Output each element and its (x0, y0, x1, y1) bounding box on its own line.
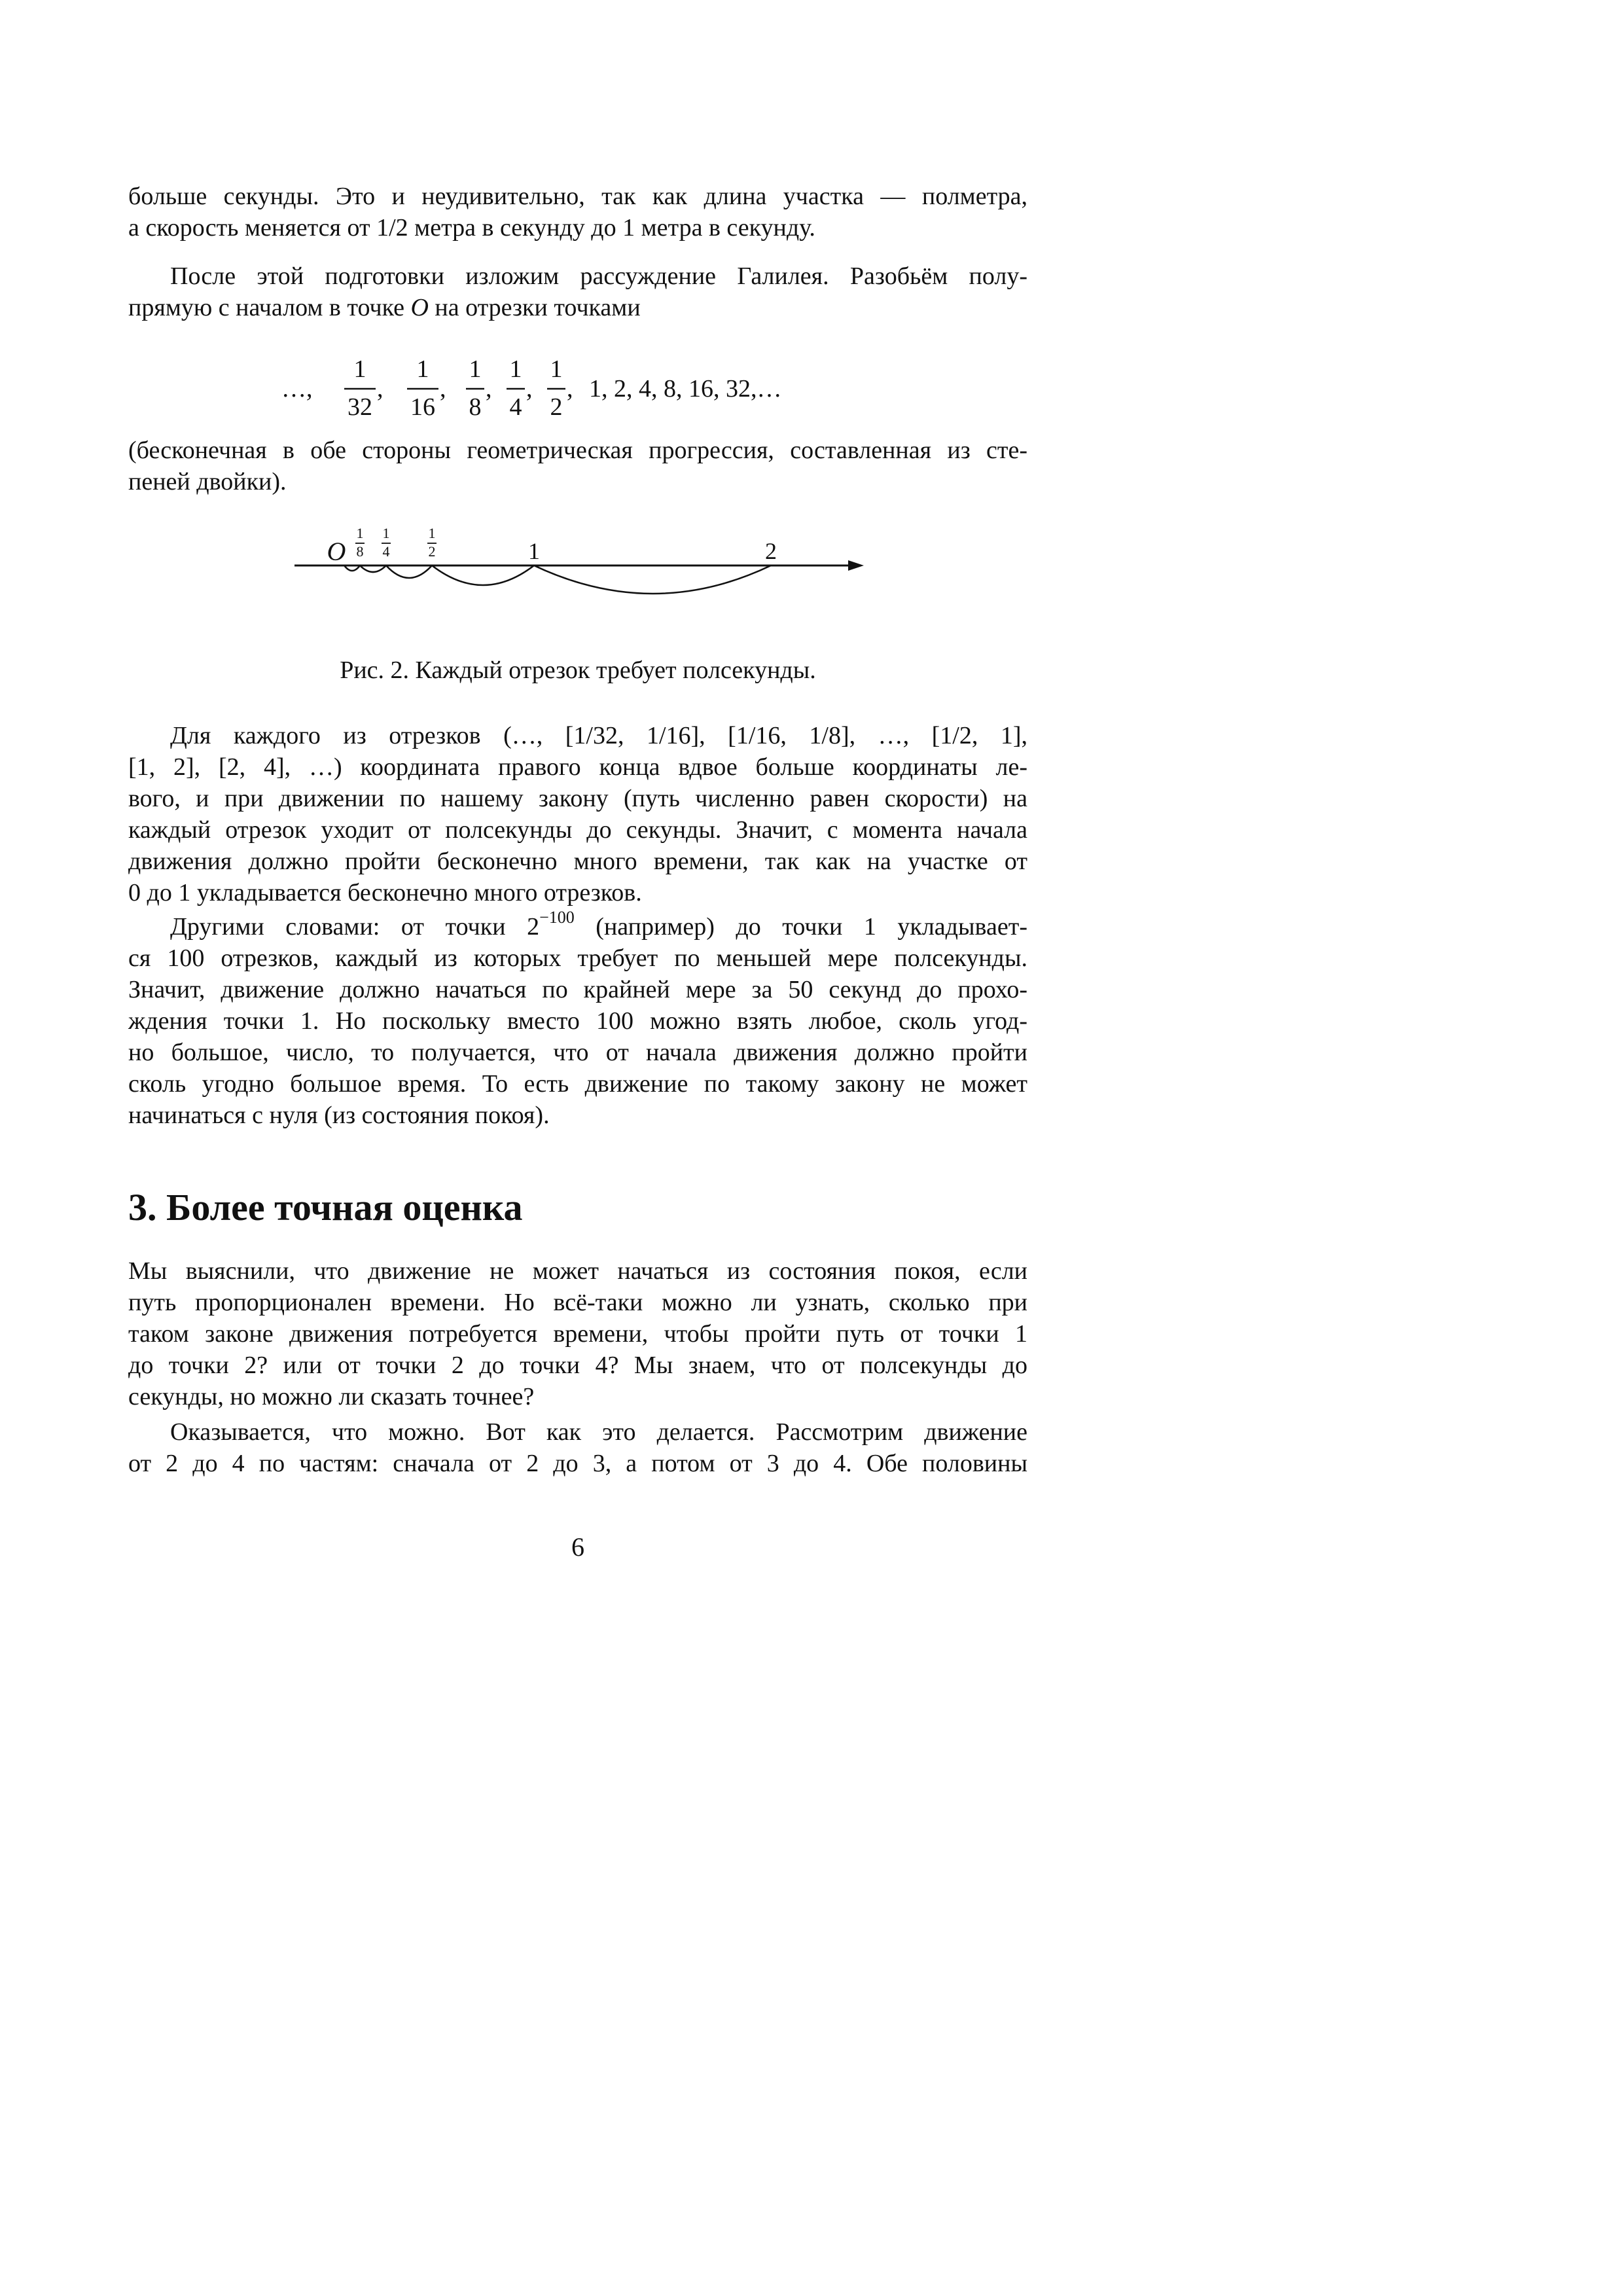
formula-fraction-numerator: 1 (416, 355, 429, 383)
exponent: −100 (539, 908, 575, 927)
section-heading: 3. Более точная оценка (128, 1186, 523, 1229)
formula-fraction-denominator: 2 (550, 393, 563, 421)
tick-label-numerator: 1 (382, 525, 390, 541)
formula-fraction-denominator: 4 (509, 393, 522, 421)
text-line: а скорость меняется от 1/2 метра в секунду до 1 метра в секунду. (128, 214, 815, 242)
text-line: (бесконечная в обе стороны геометрическая прогрессия, составленная из сте- (128, 437, 1027, 464)
segment-arc (432, 565, 534, 585)
tick-label-numerator: 1 (356, 525, 364, 541)
formula-comma: , (440, 375, 446, 403)
text-line: Для каждого из отрезков (…, [1/32, 1/16], [1/16, 1/8], …, [1/2, 1], (170, 722, 1027, 749)
paragraph-continuation (128, 181, 1027, 243)
formula-fraction-numerator: 1 (469, 355, 482, 383)
tick-label-denominator: 8 (356, 543, 364, 560)
paragraph-segments (128, 720, 1027, 908)
text-line: путь пропорционален времени. Но всё-таки можно ли узнать, сколько при (128, 1289, 1027, 1316)
text-fragment: Другими словами: от точки 2 (170, 913, 540, 941)
text-line: Значит, движение должно начаться по крайней мере за 50 секунд до прохо- (128, 976, 1027, 1003)
text-line: Мы выяснили, что движение не может начаться из состояния покоя, если (128, 1257, 1027, 1285)
paragraph-other-words (128, 908, 1027, 1131)
paragraph-section-intro (128, 1255, 1027, 1412)
progression-formula (281, 352, 897, 424)
formula-fraction-denominator: 8 (469, 393, 482, 421)
text-line: ждения точки 1. Но поскольку вместо 100 можно взять любое, сколь угод- (128, 1007, 1027, 1035)
text-line: пеней двойки). (128, 468, 287, 495)
formula-comma: , (486, 375, 492, 403)
text-line: секунды, но можно ли сказать точнее? (128, 1383, 535, 1410)
formula-integers: 1, 2, 4, 8, 16, 32,… (589, 375, 782, 403)
text-fragment: (например) до точки 1 укладывает- (574, 913, 1027, 941)
formula-fraction-numerator: 1 (550, 355, 563, 383)
text-line: движения должно пройти бесконечно много времени, так как на участке от (128, 848, 1027, 875)
paragraph-section-method (128, 1416, 1027, 1479)
text-line: но большое, число, то получается, что от начала движения должно пройти (128, 1039, 1027, 1066)
formula-comma: , (567, 375, 573, 403)
text-line: от 2 до 4 по частям: сначала от 2 до 3, а потом от 3 до 4. Обе половины (128, 1450, 1027, 1477)
formula-comma: , (377, 375, 383, 403)
text-line: таком законе движения потребуется времени, чтобы пройти путь от точки 1 (128, 1320, 1027, 1348)
point-o-symbol: O (410, 294, 429, 321)
text-line: 0 до 1 укладывается бесконечно много отрезков. (128, 879, 642, 906)
text-fragment: на отрезки точками (428, 294, 641, 321)
text-line: ся 100 отрезков, каждый из которых требует по меньшей мере полсекунды. (128, 944, 1027, 972)
segment-arc (386, 565, 432, 578)
figure-number-line (288, 524, 870, 596)
text-line: больше секунды. Это и неудивительно, так как длина участка — полметра, (128, 183, 1027, 210)
tick-label-denominator: 4 (382, 543, 390, 560)
text-line (128, 908, 1027, 942)
figure-caption: Рис. 2. Каждый отрезок требует полсекунды. (340, 656, 816, 684)
origin-label: O (327, 537, 346, 566)
tick-label-numerator: 1 (428, 525, 436, 541)
paragraph-galileo (128, 260, 1027, 323)
text-line: [1, 2], [2, 4], …) координата правого конца вдвое больше координаты ле- (128, 753, 1027, 781)
text-line: сколь угодно большое время. То есть движение по такому закону не может (128, 1070, 1027, 1098)
page-number: 6 (571, 1532, 584, 1562)
text-line: После этой подготовки изложим рассуждение Галилея. Разобьём полу- (170, 262, 1027, 290)
text-line: до точки 2? или от точки 2 до точки 4? Мы знаем, что от полсекунды до (128, 1352, 1027, 1379)
text-line (128, 292, 1027, 323)
formula-fraction-numerator: 1 (353, 355, 366, 383)
formula-comma: , (526, 375, 533, 403)
formula-fraction-numerator: 1 (509, 355, 522, 383)
paragraph-progression (128, 435, 1027, 497)
segment-arc (534, 565, 771, 594)
tick-label-denominator: 2 (428, 543, 436, 560)
tick-label-one: 1 (528, 538, 540, 564)
text-line: Оказывается, что можно. Вот как это делается. Рассмотрим движение (170, 1418, 1027, 1446)
text-line: каждый отрезок уходит от полсекунды до секунды. Значит, с момента начала (128, 816, 1027, 844)
text-line: начинаться с нуля (из состояния покоя). (128, 1102, 550, 1129)
axis-arrow-icon (848, 560, 864, 571)
tick-label-two: 2 (765, 538, 777, 564)
formula-fraction-denominator: 32 (348, 393, 372, 421)
formula-leading: …, (281, 375, 313, 403)
formula-fraction-denominator: 16 (410, 393, 435, 421)
text-fragment: прямую с началом в точке (128, 294, 411, 321)
text-line: вого, и при движении по нашему закону (путь численно равен скорости) на (128, 785, 1027, 812)
